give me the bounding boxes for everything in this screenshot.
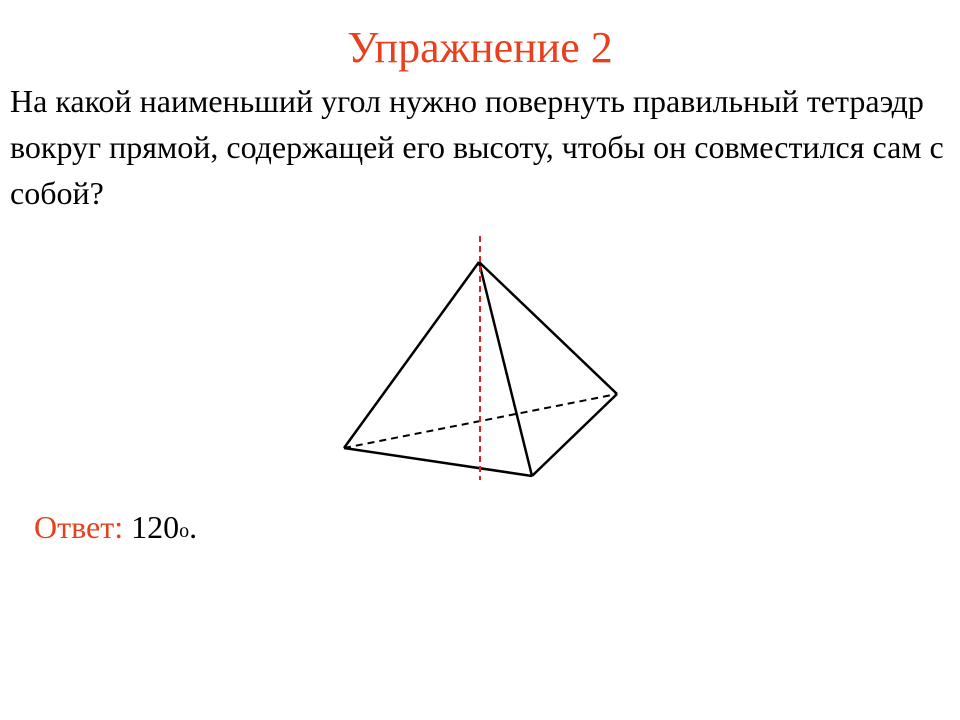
- edge-apex-back: [479, 262, 617, 394]
- tetrahedron-figure: [330, 230, 630, 490]
- answer-degree-unit: o: [179, 520, 190, 542]
- slide-title: Упражнение 2: [347, 23, 613, 72]
- edge-base-front-back: [532, 394, 617, 476]
- answer-end: .: [189, 509, 198, 545]
- answer-line: [34, 504, 197, 554]
- edge-apex-front: [479, 262, 532, 476]
- answer-value: 120: [131, 509, 180, 545]
- question-text: На какой наименьший угол нужно повернуть правильный тетраэдр вокруг прямой, содержащей его высоту, чтобы он совместился сам с собой?: [10, 83, 944, 211]
- answer-label: Ответ:: [34, 509, 124, 545]
- edge-base-left-front: [344, 448, 532, 476]
- edge-apex-left: [344, 262, 479, 448]
